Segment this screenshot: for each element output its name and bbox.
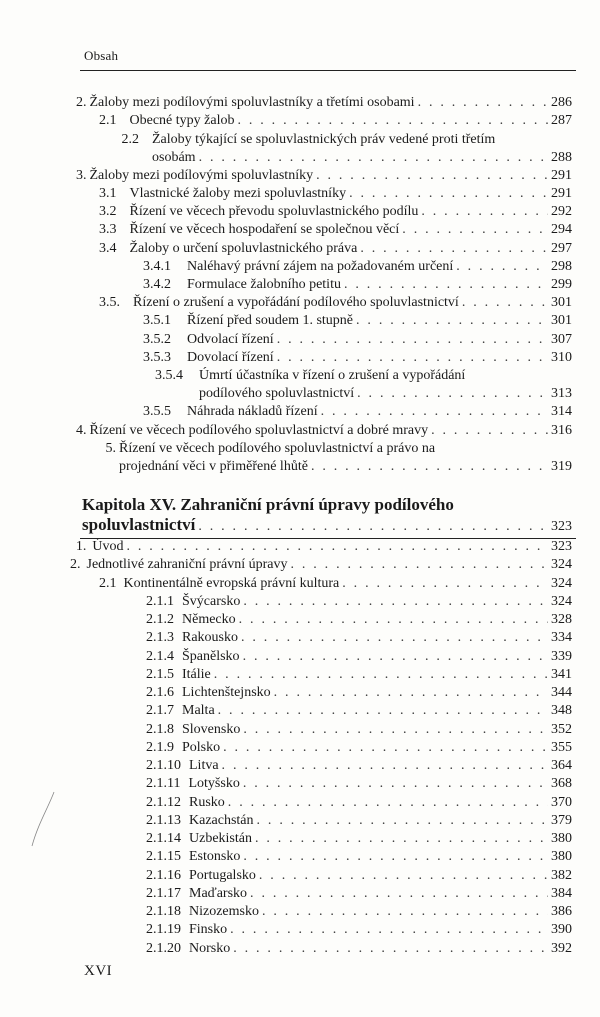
toc-entry-title: Vlastnické žaloby mezi spoluvlastníky	[129, 186, 347, 201]
toc-entry-number: 3.1	[99, 186, 117, 201]
toc-entry	[143, 349, 572, 367]
toc-entry	[143, 276, 572, 294]
leader-dots	[243, 648, 548, 666]
toc-entry-page: 339	[551, 649, 572, 664]
leader-dots	[262, 903, 548, 921]
toc-entry-title-line1: Úmrtí účastníka v řízení o zrušení a vypořádání	[199, 368, 466, 383]
toc-entry-number: 2.1.1	[146, 594, 174, 609]
leader-dots	[316, 167, 548, 185]
toc-entry-number: 2.1.2	[146, 612, 174, 627]
header-rule	[80, 70, 576, 71]
toc-entry-number: 2.1.11	[146, 776, 181, 791]
toc-entry-title: Německo	[182, 612, 236, 627]
leader-dots	[199, 149, 548, 167]
toc-entry-number: 2.2	[121, 132, 139, 147]
toc-entry-page: 301	[551, 313, 572, 328]
toc-entry-title: Švýcarsko	[182, 594, 241, 609]
toc-entry-title: Estonsko	[189, 849, 241, 864]
toc-entry-title: Španělsko	[182, 649, 240, 664]
toc-entry-title: Žaloby mezi podílovými spoluvlastníky a třetími osobami	[89, 95, 415, 110]
toc-entry-number: 2.1.18	[146, 904, 181, 919]
toc-entry-number: 2.1.6	[146, 685, 174, 700]
leader-dots	[357, 385, 548, 403]
toc-entry-page: 301	[551, 295, 572, 310]
toc-entry-title: Náhrada nákladů řízení	[187, 404, 318, 419]
chapter-page-number: 323	[551, 519, 572, 534]
toc-entry-number: 4.	[76, 423, 87, 438]
toc-entry-title: Řízení ve věcech převodu spoluvlastnického podílu	[129, 204, 419, 219]
toc-entry-number: 2.1.9	[146, 740, 174, 755]
toc-entry-page: 287	[551, 113, 572, 128]
toc-entry-title: Úvod	[92, 539, 124, 554]
toc-entry-number: 2.1.13	[146, 813, 181, 828]
leader-dots	[228, 794, 548, 812]
toc-entry-page: 324	[551, 594, 572, 609]
toc-entry-page: 291	[551, 168, 572, 183]
toc-entry	[99, 575, 572, 593]
chapter-heading-line1: Kapitola XV. Zahraniční právní úpravy podílového	[82, 495, 454, 514]
toc-entry-title: Jednotlivé zahraniční právní úpravy	[86, 557, 288, 572]
toc-entry	[99, 203, 572, 221]
toc-entry-page: 379	[551, 813, 572, 828]
leader-dots	[214, 666, 548, 684]
toc-entry-title: Portugalsko	[189, 868, 256, 883]
toc-entry	[146, 848, 572, 866]
leader-dots	[243, 775, 548, 793]
toc-entry-title: Řízení o zrušení a vypořádání podílového spoluvlastnictví	[133, 295, 459, 310]
toc-entry-number: 2.1.8	[146, 722, 174, 737]
toc-entry-page: 352	[551, 722, 572, 737]
chapter-heading-line2: spoluvlastnictví	[82, 515, 196, 534]
toc-entry-number: 3.5.	[99, 295, 120, 310]
leader-dots	[431, 422, 548, 440]
leader-dots	[250, 885, 548, 903]
toc-entry	[146, 739, 572, 757]
toc-entry-title: Kazachstán	[189, 813, 254, 828]
toc-entry-page: 323	[551, 539, 572, 554]
toc-entry-number: 3.5.2	[143, 332, 171, 347]
toc-entry-page: 380	[551, 849, 572, 864]
toc-entry-page: 319	[551, 459, 572, 474]
leader-dots	[230, 921, 548, 939]
toc-entry	[99, 185, 572, 203]
toc-entry-page: 384	[551, 886, 572, 901]
leader-dots	[274, 684, 548, 702]
toc-entry-number: 1.	[75, 539, 87, 554]
leader-dots	[241, 629, 548, 647]
leader-dots	[462, 294, 548, 312]
toc-entry-number: 2.1.4	[146, 649, 174, 664]
toc-entry	[70, 538, 572, 556]
toc-entry-number: 2.1.5	[146, 667, 174, 682]
toc-entry-title: Rusko	[189, 795, 225, 810]
toc-entry-number: 3.	[76, 168, 87, 183]
leader-dots	[255, 830, 548, 848]
toc-entry	[146, 830, 572, 848]
leader-dots	[418, 94, 548, 112]
toc-entry	[76, 167, 572, 185]
toc-entry	[76, 94, 572, 112]
toc-entry-title: osobám	[152, 150, 196, 165]
margin-pencil-mark	[28, 790, 58, 850]
leader-dots	[222, 757, 548, 775]
leader-dots	[356, 312, 548, 330]
toc-entry	[143, 312, 572, 330]
toc-entry-page: 392	[551, 941, 572, 956]
toc-entry-title: Slovensko	[182, 722, 241, 737]
toc-entry	[146, 940, 572, 958]
toc-entry-page: 294	[551, 222, 572, 237]
chapter-underline	[80, 538, 576, 539]
toc-entry	[146, 611, 572, 629]
toc-entry	[99, 221, 572, 239]
toc-entry-number: 3.5.3	[143, 350, 171, 365]
toc-entry-title: Řízení ve věcech hospodaření se společnou věcí	[129, 222, 400, 237]
toc-entry-title: Naléhavý právní zájem na požadovaném určení	[187, 259, 454, 274]
toc-entry-page: 328	[551, 612, 572, 627]
toc-entry-number: 2.1.16	[146, 868, 181, 883]
toc-entry-title: Kontinentálně evropská právní kultura	[123, 576, 340, 591]
toc-entry-page: 291	[551, 186, 572, 201]
leader-dots	[277, 331, 548, 349]
toc-entry	[146, 666, 572, 684]
toc-entry	[99, 294, 572, 312]
toc-entry	[199, 385, 572, 403]
toc-entry-number: 2.1.3	[146, 630, 174, 645]
toc-entry-page: 324	[551, 557, 572, 572]
toc-entry-number: 5.	[105, 441, 116, 456]
leader-dots	[243, 593, 548, 611]
toc-entry-title: Maďarsko	[189, 886, 248, 901]
leader-dots	[223, 739, 548, 757]
toc-entry-title: Nizozemsko	[189, 904, 259, 919]
page-folio: XVI	[84, 963, 113, 979]
toc-entry-page: 314	[551, 404, 572, 419]
toc-entry-title: Dovolací řízení	[187, 350, 274, 365]
toc-entry-title: Formulace žalobního petitu	[187, 277, 341, 292]
toc-entry-page: 286	[551, 95, 572, 110]
toc-entry-page: 355	[551, 740, 572, 755]
toc-entry-number: 2.1	[99, 113, 117, 128]
toc-entry-number: 2.	[70, 557, 81, 572]
toc-entry-title: Žaloby mezi podílovými spoluvlastníky	[89, 168, 314, 183]
toc-entry-page: 316	[551, 423, 572, 438]
leader-dots	[456, 258, 548, 276]
toc-entry	[146, 721, 572, 739]
toc-entry-title: Litva	[189, 758, 219, 773]
toc-entry-page: 390	[551, 922, 572, 937]
toc-entry-title: Odvolací řízení	[187, 332, 274, 347]
toc-entry-title: Malta	[182, 703, 215, 718]
toc-entry-title: Žaloby o určení spoluvlastnického práva	[129, 241, 358, 256]
toc-entry-number: 2.	[76, 95, 87, 110]
toc-entry-page: 310	[551, 350, 572, 365]
toc-entry-number: 2.1.17	[146, 886, 181, 901]
toc-entry-number: 3.5.1	[143, 313, 171, 328]
toc-entry	[99, 240, 572, 258]
leader-dots	[259, 867, 548, 885]
leader-dots	[243, 848, 548, 866]
leader-dots	[344, 276, 548, 294]
leader-dots	[218, 702, 548, 720]
toc-entry	[146, 812, 572, 830]
leader-dots	[233, 940, 548, 958]
toc-entry-title: Řízení ve věcech podílového spoluvlastnictví a dobré mravy	[89, 423, 429, 438]
toc-entry	[146, 593, 572, 611]
toc-entry-page: 380	[551, 831, 572, 846]
toc-entry-number: 3.4.2	[143, 277, 171, 292]
toc-entry-page: 292	[551, 204, 572, 219]
leader-dots	[342, 575, 548, 593]
toc-entry	[70, 556, 572, 574]
toc-entry	[146, 885, 572, 903]
toc-entry-title: podílového spoluvlastnictví	[199, 386, 355, 401]
running-head: Obsah	[84, 48, 119, 63]
toc-entry	[146, 921, 572, 939]
leader-dots	[311, 458, 548, 476]
toc-entry-title: Itálie	[182, 667, 211, 682]
toc-entry	[146, 903, 572, 921]
toc-entry-page: 307	[551, 332, 572, 347]
toc-entry-title: Obecné typy žalob	[129, 113, 235, 128]
leader-dots	[277, 349, 548, 367]
leader-dots	[257, 812, 548, 830]
toc-entry	[143, 403, 572, 421]
toc-entry-page: 324	[551, 576, 572, 591]
toc-entry-page: 364	[551, 758, 572, 773]
toc-entry	[146, 867, 572, 885]
leader-dots	[360, 240, 548, 258]
toc-entry-page: 334	[551, 630, 572, 645]
leader-dots	[290, 556, 548, 574]
toc-entry-title: Polsko	[182, 740, 221, 755]
toc-entry	[143, 258, 572, 276]
toc-entry	[146, 702, 572, 720]
leader-dots	[239, 611, 548, 629]
toc-entry-number: 2.1.12	[146, 795, 181, 810]
toc-entry-number: 2.1.19	[146, 922, 181, 937]
toc-entry	[99, 112, 572, 130]
toc-entry	[146, 775, 572, 793]
toc-entry-page: 344	[551, 685, 572, 700]
toc-entry-title: Lotyšsko	[188, 776, 240, 791]
toc-entry	[143, 331, 572, 349]
chapter-heading-line2-row	[82, 514, 572, 538]
toc-entry-page: 348	[551, 703, 572, 718]
leader-dots	[126, 538, 548, 556]
toc-entry-title: Lichtenštejnsko	[182, 685, 271, 700]
toc-entry	[119, 458, 572, 476]
toc-entry-number: 2.1.7	[146, 703, 174, 718]
toc-entry-page: 368	[551, 776, 572, 791]
leader-dots	[198, 516, 548, 538]
toc-entry-page: 313	[551, 386, 572, 401]
leader-dots	[402, 221, 548, 239]
toc-entry-page: 386	[551, 904, 572, 919]
chapter-heading	[82, 494, 454, 516]
leader-dots	[421, 203, 548, 221]
toc-entry-number: 2.1	[99, 576, 117, 591]
toc-entry-title: Řízení před soudem 1. stupně	[187, 313, 354, 328]
toc-entry-title-line1: Žaloby týkající se spoluvlastnických práv vedené proti třetím	[152, 132, 496, 147]
toc-entry-page: 299	[551, 277, 572, 292]
toc-entry-number: 3.5.4	[155, 368, 183, 383]
toc-entry-number: 3.2	[99, 204, 117, 219]
toc-entry-title: Finsko	[189, 922, 228, 937]
toc-entry-number: 3.4	[99, 241, 117, 256]
toc-entry-page: 382	[551, 868, 572, 883]
toc-entry-title-line1: Řízení ve věcech podílového spoluvlastnictví a právo na	[119, 441, 436, 456]
toc-entry	[146, 648, 572, 666]
leader-dots	[321, 403, 548, 421]
toc-entry-number: 2.1.14	[146, 831, 181, 846]
leader-dots	[243, 721, 548, 739]
toc-entry-number: 2.1.15	[146, 849, 181, 864]
toc-entry	[76, 422, 572, 440]
toc-entry	[152, 149, 572, 167]
toc-entry	[146, 757, 572, 775]
toc-entry	[146, 794, 572, 812]
toc-entry-page: 297	[551, 241, 572, 256]
toc-entry-number: 2.1.10	[146, 758, 181, 773]
toc-entry-title: Rakousko	[182, 630, 238, 645]
leader-dots	[237, 112, 548, 130]
toc-entry-page: 370	[551, 795, 572, 810]
toc-entry-number: 3.3	[99, 222, 117, 237]
toc-entry-number: 2.1.20	[146, 941, 181, 956]
toc-entry	[146, 684, 572, 702]
toc-entry-page: 298	[551, 259, 572, 274]
toc-entry-title: Norsko	[189, 941, 231, 956]
toc-entry	[146, 629, 572, 647]
toc-entry-title: Uzbekistán	[189, 831, 252, 846]
toc-entry-page: 288	[551, 150, 572, 165]
leader-dots	[349, 185, 548, 203]
toc-entry-number: 3.4.1	[143, 259, 171, 274]
toc-entry-page: 341	[551, 667, 572, 682]
toc-entry-number: 3.5.5	[143, 404, 171, 419]
toc-entry-title: projednání věci v přiměřené lhůtě	[119, 459, 308, 474]
